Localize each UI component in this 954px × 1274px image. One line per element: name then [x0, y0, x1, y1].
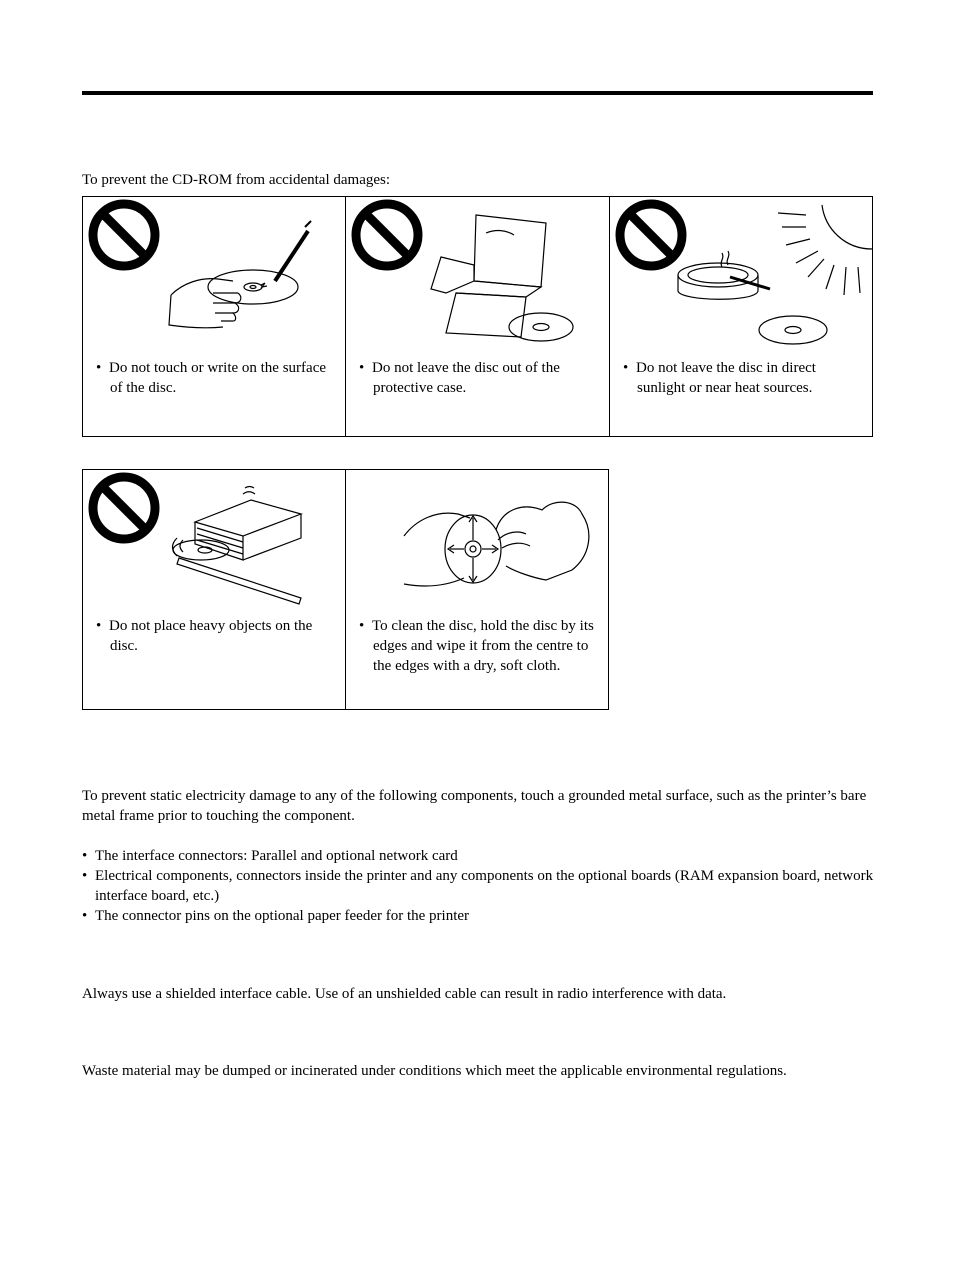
- prohibited-icon: [356, 204, 418, 266]
- header-rule: [82, 91, 873, 95]
- caption-heat: • Do not leave the disc in direct sunlight or near heat sources.: [623, 360, 816, 396]
- caption-clean: • To clean the disc, hold the disc by its edges and wipe it from the centre to the edges with a dry, soft cloth.: [359, 618, 594, 674]
- static-paragraph: To prevent static electricity damage to any of the following components, touch a grounded metal surface, such as the printer’s bare metal frame prior to touching the component.: [82, 788, 867, 824]
- disc-near-heat-illustration: [610, 197, 872, 347]
- prohibited-icon: [93, 477, 155, 539]
- caption-case: • Do not leave the disc out of the protective case.: [359, 360, 560, 396]
- care-cell-touch: [83, 197, 346, 436]
- care-cell-heat: [610, 197, 872, 436]
- static-component-list: [82, 846, 882, 926]
- caption-touch: • Do not touch or write on the surface of the disc.: [96, 360, 327, 396]
- prohibited-icon: [620, 204, 682, 266]
- list-item: • Electrical components, connectors inside the printer and any components on the optional boards (RAM expansion board, network interface board, etc.): [82, 868, 874, 904]
- waste-paragraph: Waste material may be dumped or incinerated under conditions which meet the applicable environmental regulations.: [82, 1063, 787, 1079]
- cable-paragraph: Always use a shielded interface cable. Use of an unshielded cable can result in radio interference with data.: [82, 986, 727, 1002]
- care-cell-case: [346, 197, 610, 436]
- cdrom-intro: To prevent the CD-ROM from accidental damages:: [82, 172, 391, 188]
- cdrom-care-grid-row1: [82, 196, 873, 437]
- cdrom-care-grid-row2: [82, 469, 609, 710]
- heavy-object-on-disc-illustration: [83, 470, 346, 610]
- hand-writing-on-disc-illustration: [83, 197, 346, 347]
- list-item: • The connector pins on the optional paper feeder for the printer: [82, 908, 470, 924]
- disc-out-of-case-illustration: [346, 197, 610, 347]
- cleaning-disc-illustration: [346, 470, 610, 610]
- care-cell-clean: [346, 470, 610, 709]
- care-cell-heavy: [83, 470, 346, 709]
- list-item: • The interface connectors: Parallel and optional network card: [82, 848, 458, 864]
- caption-heavy: • Do not place heavy objects on the disc.: [96, 618, 313, 654]
- prohibited-icon: [93, 204, 155, 266]
